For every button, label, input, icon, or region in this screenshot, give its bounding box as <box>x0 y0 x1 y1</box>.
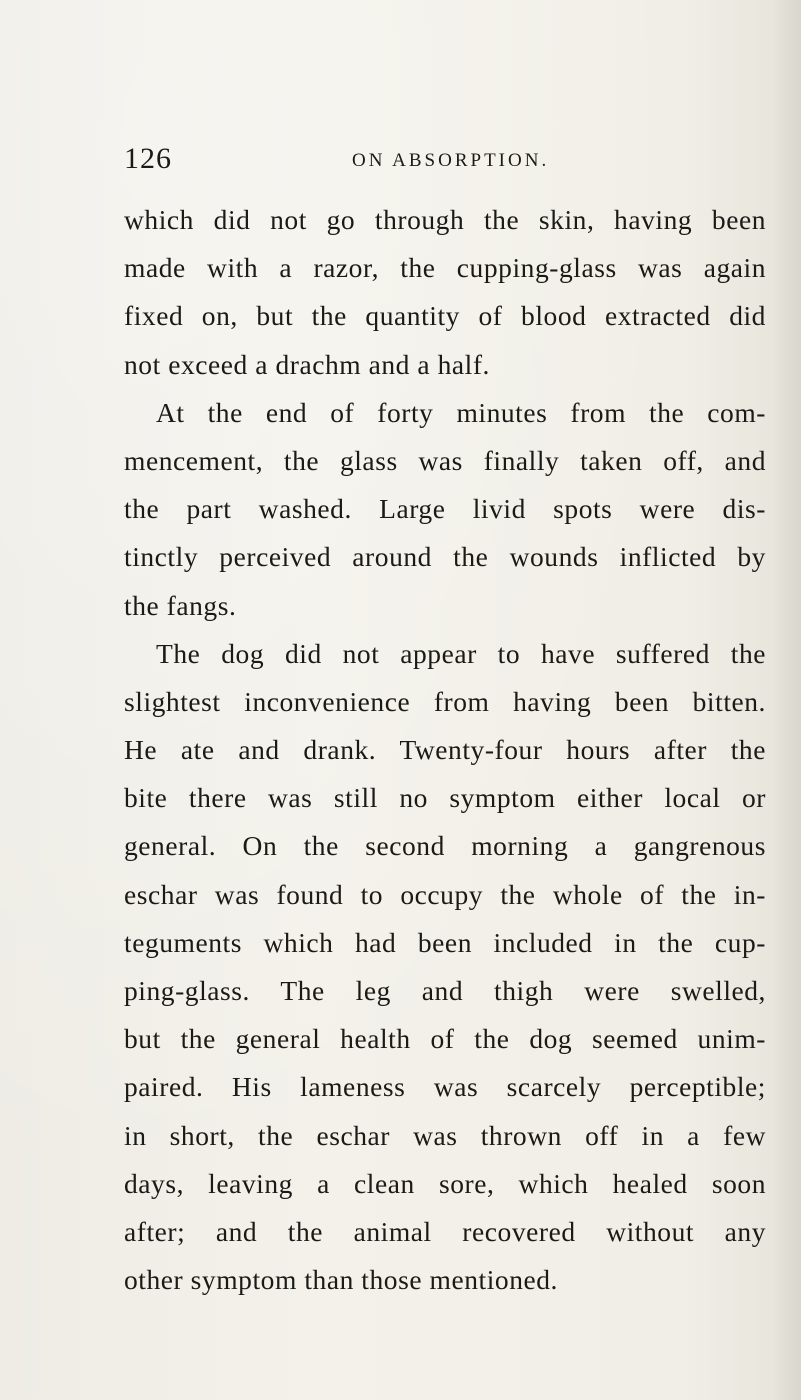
text-line: after; and the animal recovered without any <box>124 1215 766 1247</box>
text-line: ping-glass. The leg and thigh were swelled, <box>124 975 766 1006</box>
text-line: At the end of forty minutes from the com- <box>156 396 766 428</box>
text-line: mencement, the glass was finally taken off, and <box>124 444 766 476</box>
text-line: eschar was found to occupy the whole of the in- <box>124 878 766 910</box>
page-number: 126 <box>124 142 172 175</box>
text-line: but the general health of the dog seemed unim- <box>124 1023 766 1055</box>
text-line: the fangs. <box>124 589 237 621</box>
text-line: which did not go through the skin, having been <box>124 204 766 235</box>
body-text <box>124 196 766 1304</box>
text-line: The dog did not appear to have suffered the <box>156 637 766 669</box>
text-line: teguments which had been included in the cup- <box>124 926 766 958</box>
text-line: days, leaving a clean sore, which healed soon <box>124 1167 766 1199</box>
text-line: not exceed a drachm and a half. <box>124 348 490 380</box>
page-edge-shadow <box>773 0 801 1400</box>
text-line: general. On the second morning a gangrenous <box>124 830 766 862</box>
text-line: made with a razor, the cupping-glass was again <box>124 252 766 284</box>
text-line: in short, the eschar was thrown off in a few <box>124 1119 766 1151</box>
text-line: other symptom than those mentioned. <box>124 1264 558 1296</box>
running-head: ON ABSORPTION. <box>352 150 550 171</box>
page-header <box>124 142 684 178</box>
text-line: tinctly perceived around the wounds inflicted by <box>124 541 766 573</box>
text-line: the part washed. Large livid spots were dis- <box>124 493 766 525</box>
text-line: slightest inconvenience from having been bitten. <box>124 685 766 717</box>
text-line: paired. His lameness was scarcely perceptible; <box>124 1071 766 1103</box>
text-line: bite there was still no symptom either local or <box>124 782 766 814</box>
text-line: He ate and drank. Twenty-four hours after the <box>124 734 766 766</box>
text-line: fixed on, but the quantity of blood extracted did <box>124 300 766 332</box>
